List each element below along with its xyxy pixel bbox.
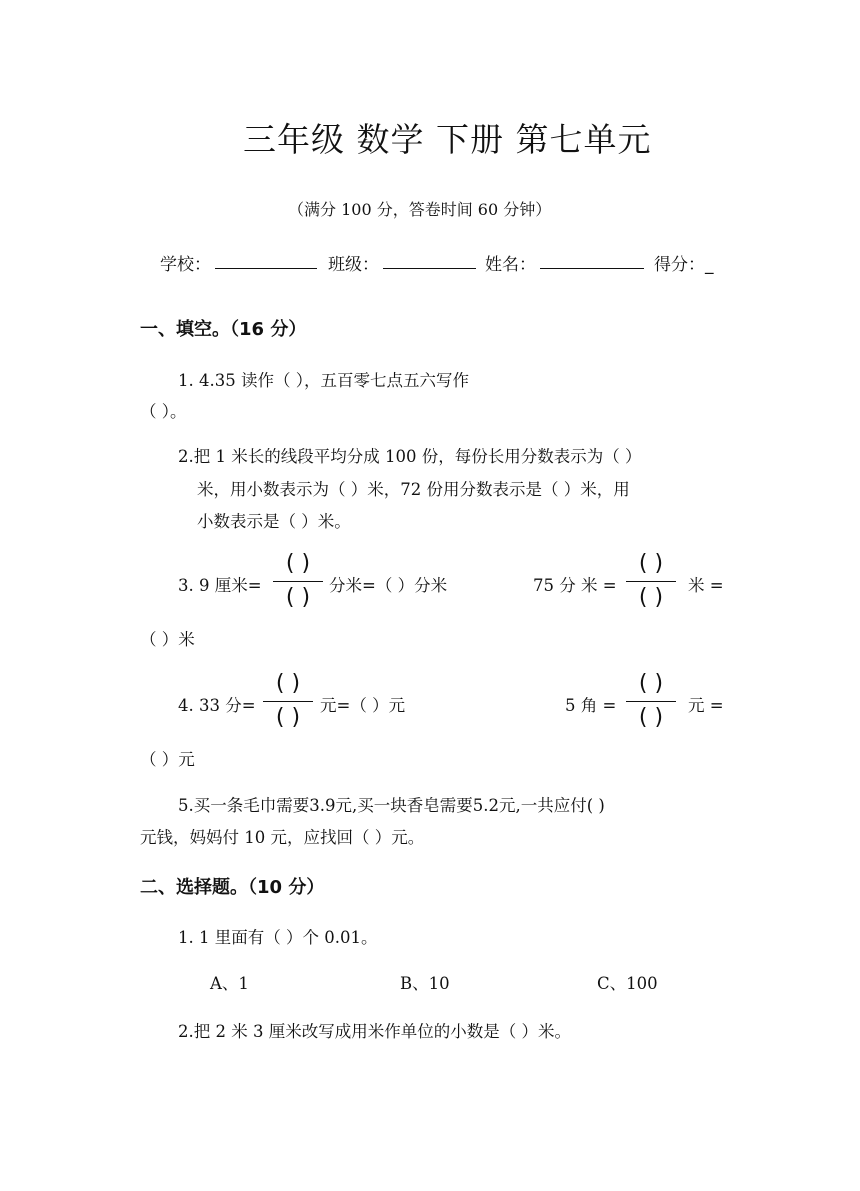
q2-line1: 2.把 1 米长的线段平均分成 100 份，每份长用分数表示为（ ） xyxy=(178,447,642,466)
s2-q1-option-b[interactable]: B、10 xyxy=(400,974,450,993)
q1-line1: 1. 4.35 读作（ ），五百零七点五六写作 xyxy=(178,371,469,390)
s2-q1-option-c[interactable]: C、100 xyxy=(597,974,658,993)
q2-line2: 米，用小数表示为（ ）米，72 份用分数表示是（ ）米，用 xyxy=(197,480,630,499)
numerator-paren: ( ) xyxy=(638,551,664,576)
denominator-paren: ( ) xyxy=(638,585,664,610)
q3-text-c: 75 分 米 = xyxy=(533,576,617,595)
numerator-paren: ( ) xyxy=(638,671,664,696)
page-subtitle: （满分 100 分，答卷时间 60 分钟） xyxy=(288,200,552,219)
q4-line2: （ ）元 xyxy=(140,750,195,769)
s2-q2: 2.把 2 米 3 厘米改写成用米作单位的小数是（ ）米。 xyxy=(178,1022,571,1041)
page-title: 三年级 数学 下册 第七单元 xyxy=(243,120,652,159)
fraction-bar xyxy=(263,701,313,702)
q3-text-a: 3. 9 厘米= xyxy=(178,576,262,595)
s2-q1-option-a[interactable]: A、1 xyxy=(210,974,249,993)
q3-text-d: 米 = xyxy=(688,576,724,595)
q1-line2: （ ）。 xyxy=(140,402,187,421)
q3-line2: （ ）米 xyxy=(140,630,195,649)
name-label: 姓名： xyxy=(485,255,536,275)
s2-q1: 1. 1 里面有（ ）个 0.01。 xyxy=(178,928,378,947)
q4-text-a: 4. 33 分= xyxy=(178,696,256,715)
fraction-blank[interactable] xyxy=(259,672,317,732)
q5-line2: 元钱，妈妈付 10 元，应找回（ ）元。 xyxy=(140,828,425,847)
denominator-paren: ( ) xyxy=(275,705,301,730)
q3-text-b: 分米=（ ）分米 xyxy=(329,576,448,595)
section1-heading: 一、填空。（16 分） xyxy=(140,319,307,340)
school-label: 学校： xyxy=(160,255,211,275)
class-blank[interactable] xyxy=(383,252,476,269)
name-blank[interactable] xyxy=(540,252,644,269)
q4-text-c: 5 角 = xyxy=(565,696,617,715)
score-label: 得分：_ xyxy=(654,255,714,275)
school-blank[interactable] xyxy=(215,252,317,269)
q5-line1: 5.买一条毛巾需要3.9元,买一块香皂需要5.2元,一共应付( ) xyxy=(178,796,605,815)
class-label: 班级： xyxy=(328,255,379,275)
q4-text-b: 元=（ ）元 xyxy=(320,696,406,715)
section2-heading: 二、选择题。（10 分） xyxy=(140,877,325,898)
fraction-blank[interactable] xyxy=(622,552,680,612)
q2-line3: 小数表示是（ ）米。 xyxy=(197,512,351,531)
fraction-bar xyxy=(626,581,676,582)
numerator-paren: ( ) xyxy=(275,671,301,696)
fraction-blank[interactable] xyxy=(269,552,327,612)
q4-text-d: 元 = xyxy=(688,696,724,715)
numerator-paren: ( ) xyxy=(285,551,311,576)
fraction-bar xyxy=(626,701,676,702)
fraction-bar xyxy=(273,581,323,582)
denominator-paren: ( ) xyxy=(285,585,311,610)
denominator-paren: ( ) xyxy=(638,705,664,730)
fraction-blank[interactable] xyxy=(622,672,680,732)
